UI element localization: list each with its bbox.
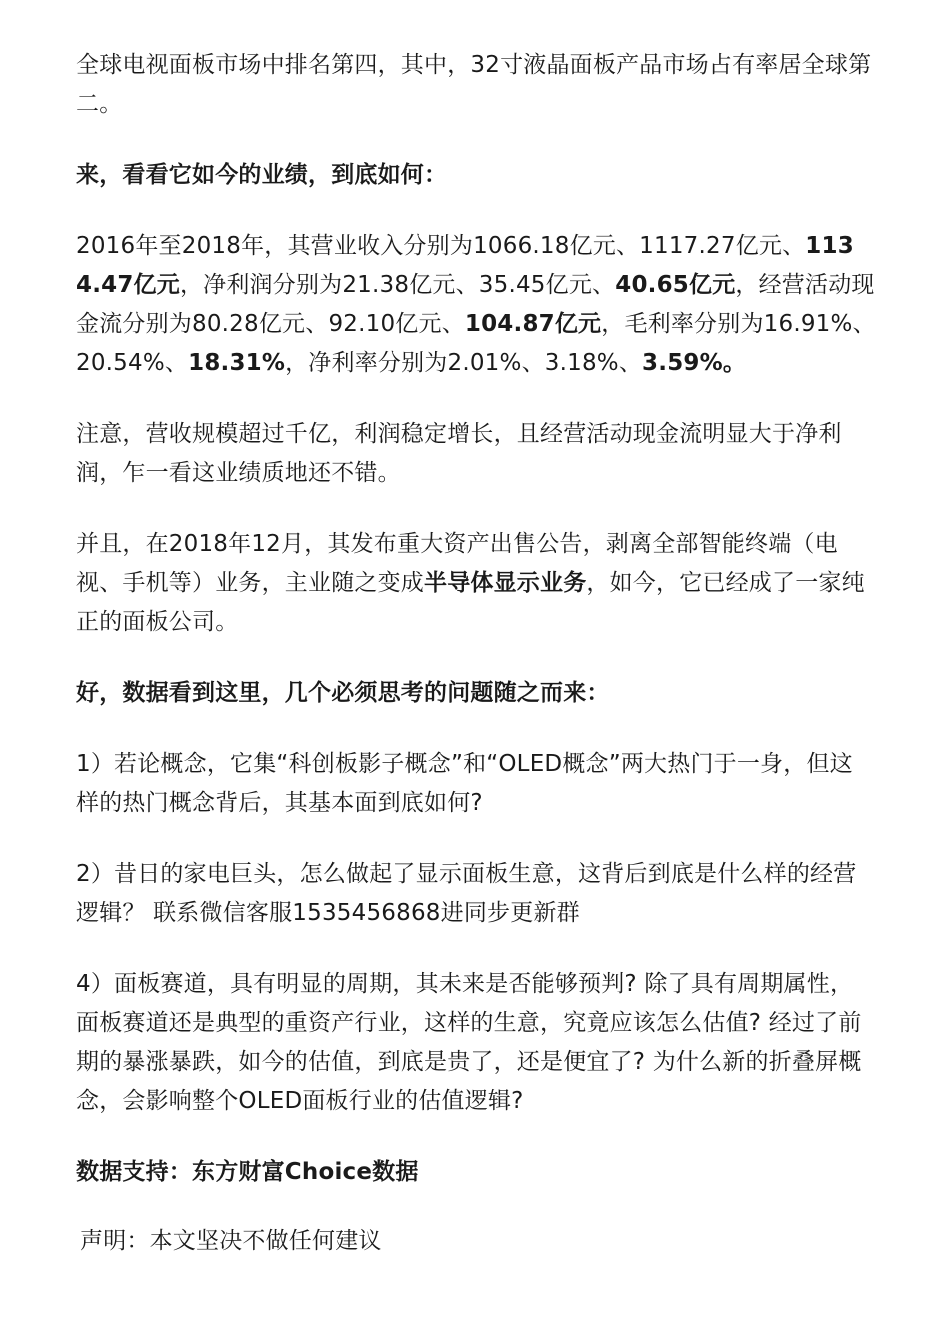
asset-sale-text-2: ，如今，它已经成了一家纯正的面板公司。: [76, 570, 865, 635]
paragraph-asset-sale: [76, 525, 876, 642]
financials-net-profit-2018: 40.65亿元: [615, 272, 736, 298]
financials-text-1: 2016年至2018年，其营业收入分别为1066.18亿元、1117.27亿元、: [76, 233, 806, 259]
paragraph-data-source: 数据支持：东方财富Choice数据: [76, 1159, 419, 1185]
asset-sale-main-business: 半导体显示业务: [424, 570, 587, 596]
paragraph-financials: [76, 227, 876, 383]
paragraph-question-2: 2）昔日的家电巨头，怎么做起了显示面板生意，这背后到底是什么样的经营逻辑？ 联系微信客服1535456868进同步更新群: [76, 861, 857, 926]
paragraph-note: 注意，营收规模超过千亿，利润稳定增长，且经营活动现金流明显大于净利润，乍一看这业绩质地还不错。: [76, 421, 842, 486]
article-body: [76, 46, 876, 1293]
financials-gross-margin-2018: 18.31%: [188, 350, 286, 376]
paragraph-market-rank: 全球电视面板市场中排名第四，其中，32寸液晶面板产品市场占有率居全球第二。: [76, 52, 872, 117]
paragraph-disclaimer: 声明：本文坚决不做任何建议: [80, 1228, 382, 1254]
financials-text-5: ，净利率分别为2.01%、3.18%、: [285, 350, 643, 376]
financials-text-3: ，经营活动现金流分别为80.28亿元、92.10亿元、: [76, 272, 875, 337]
financials-cashflow-2018: 104.87亿元: [464, 311, 602, 337]
financials-text-4: ，毛利率分别为16.91%、20.54%、: [76, 311, 876, 376]
paragraph-question-4: 4）面板赛道，具有明显的周期，其未来是否能够预判? 除了具有周期属性，面板赛道还是典型的重资产行业，这样的生意，究竟应该怎么估值? 经过了前期的暴涨暴跌，如今的估值，到底是贵了，还是便宜了? 为什么新的折叠屏概念，会影响整个OLED面板行业的估值逻辑?: [76, 971, 862, 1114]
paragraph-performance-heading: 来，看看它如今的业绩，到底如何：: [76, 162, 448, 188]
asset-sale-text-1: 并且，在2018年12月，其发布重大资产出售公告，剥离全部智能终端（电视、手机等）业务，主业随之变成: [76, 531, 838, 596]
paragraph-question-1: 1）若论概念，它集“科创板影子概念”和“OLED概念”两大热门于一身，但这样的热门概念背后，其基本面到底如何?: [76, 751, 853, 816]
paragraph-questions-heading: 好，数据看到这里，几个必须思考的问题随之而来：: [76, 680, 610, 706]
financials-text-2: ，净利润分别为21.38亿元、35.45亿元、: [179, 272, 616, 298]
financials-net-margin-2018: 3.59%。: [642, 350, 747, 376]
financials-revenue-2018: 1134.47亿元: [76, 233, 854, 298]
